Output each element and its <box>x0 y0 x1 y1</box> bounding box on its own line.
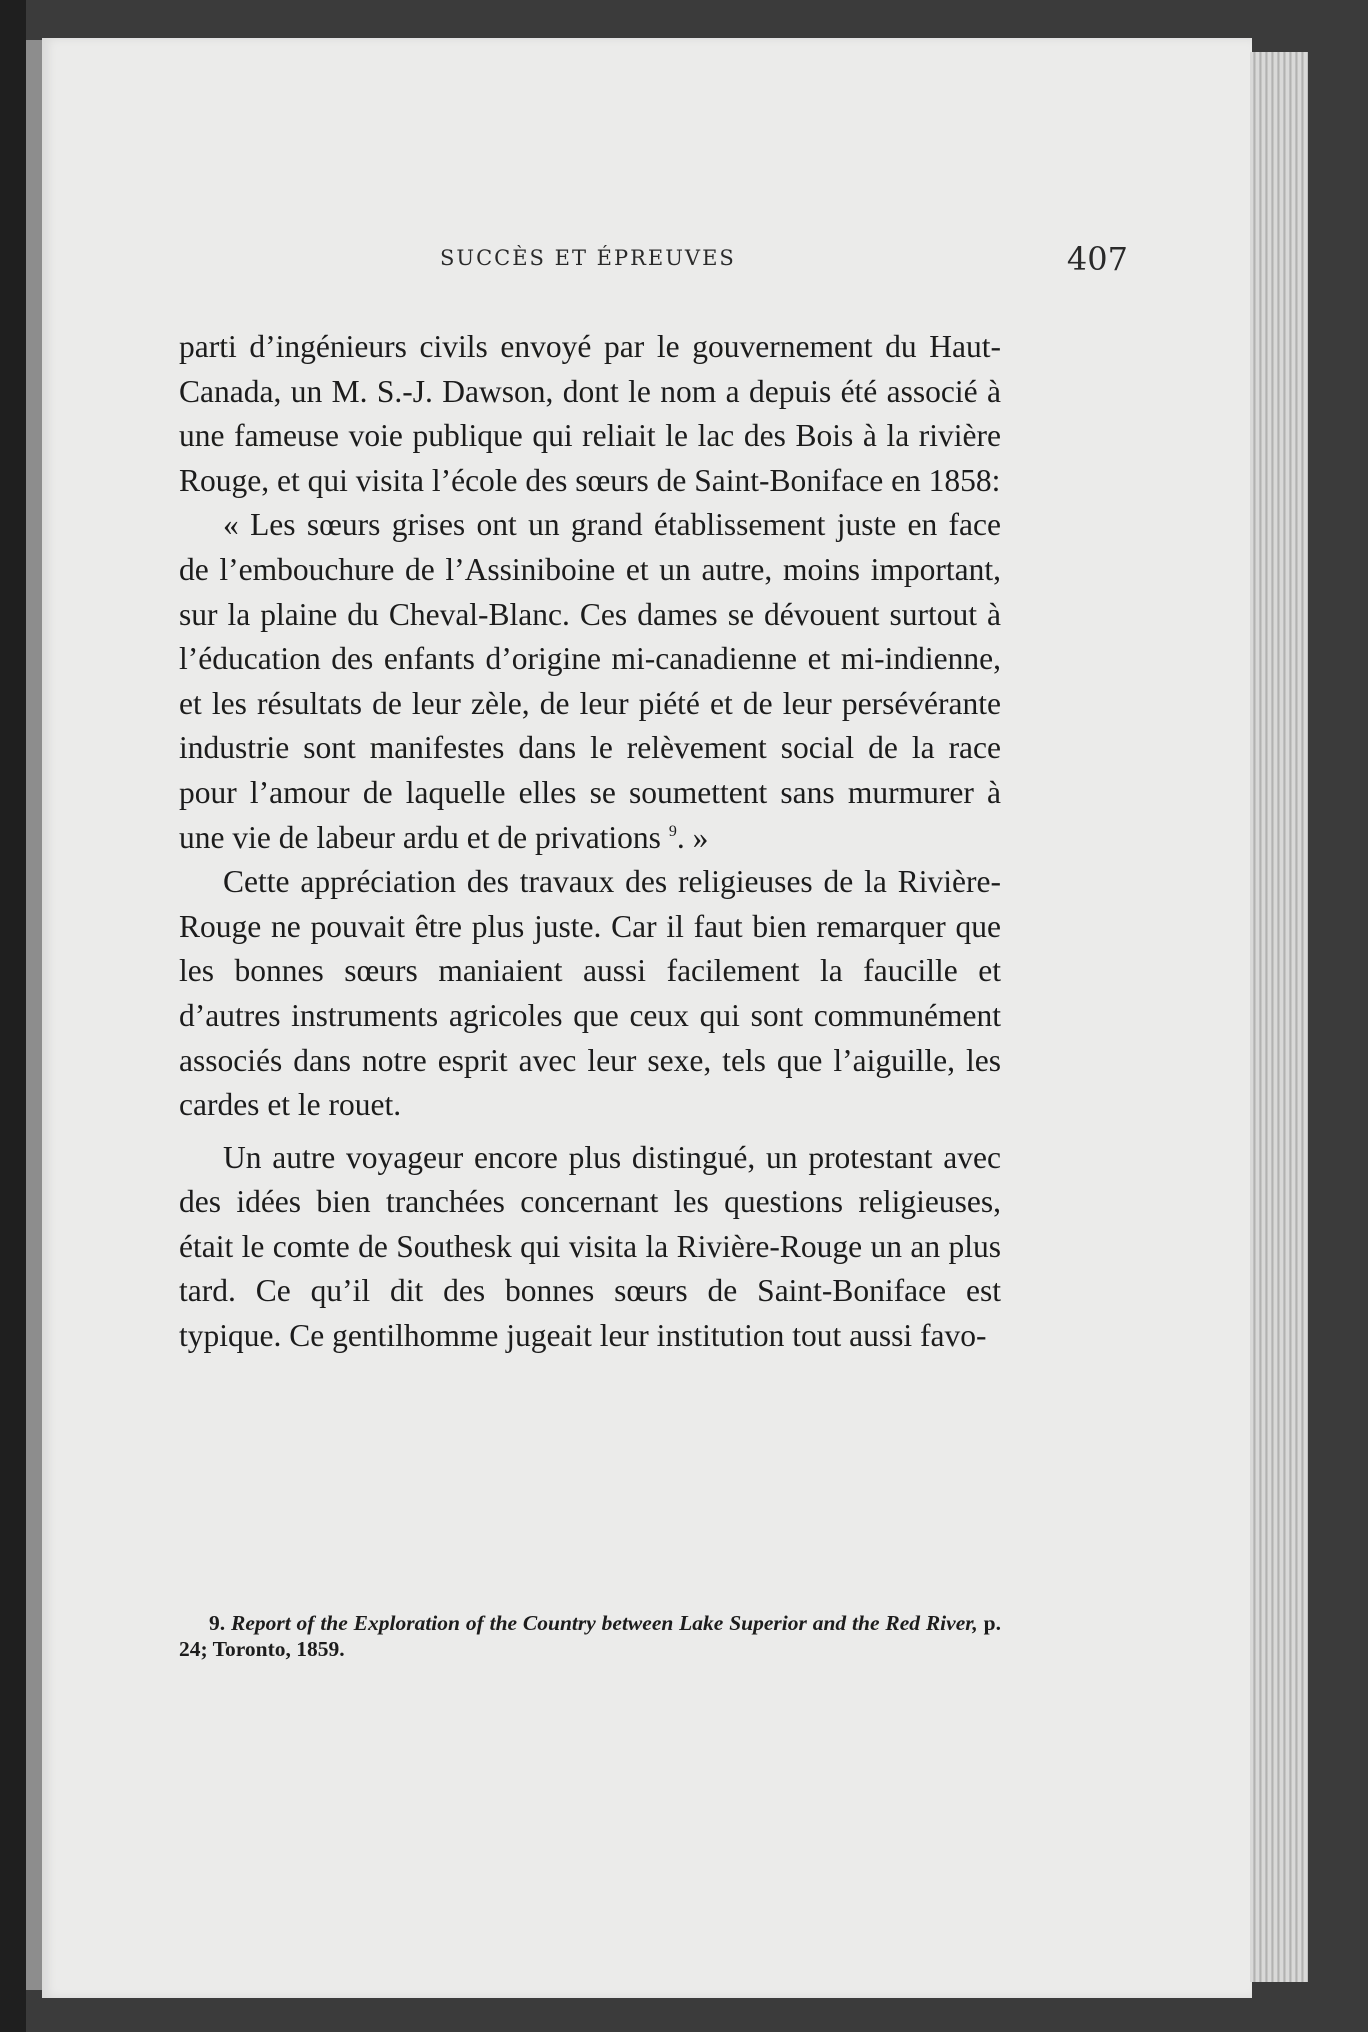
footnote-title: Report of the Exploration of the Country between Lake Superior and the Red River, <box>230 1611 978 1635</box>
paragraph: Un autre voyageur encore plus distingué, un protestant avec des idées bien tranchées concernant les questions religieuses, était le comte de Southesk qui visita la Rivière-Rouge un an plus tard. Ce qu’il dit des bonnes sœurs de Saint-Boniface est typique. Ce gentilhomme jugeait leur institution tout aussi favo- <box>179 1139 1001 1354</box>
footnote <box>179 1610 1001 1662</box>
page-number: 407 <box>1066 240 1128 278</box>
quotation-end: . » <box>676 819 709 855</box>
footnote-reference: 9 <box>668 822 677 840</box>
paragraph: parti d’ingénieurs civils envoyé par le gouvernement du Haut-Canada, un M. S.-J. Dawson, dont le nom a depuis été associé à une fameuse voie publique qui reliait le lac des Bois à la rivière Rouge, et qui visita l’école des sœurs de Saint-Boniface en 1858: <box>179 329 1001 498</box>
running-head <box>128 240 1128 280</box>
paragraph: Cette appréciation des travaux des religieuses de la Rivière-Rouge ne pouvait être plus juste. Car il faut bien remarquer que les bonnes sœurs maniaient aussi facilement la faucille et d’autres instruments agricoles que ceux qui sont communément associés dans notre esprit avec leur sexe, tels que l’aiguille, les cardes et le rouet. <box>179 864 1001 1123</box>
quotation-text: « Les sœurs grises ont un grand établissement juste en face de l’embouchure de l’Assiniboine et un autre, moins important, sur la plaine du Cheval-Blanc. Ces dames se dévouent surtout à l’éducation des enfants d’origine mi-canadienne et mi-indienne, et les résultats de leur zèle, de leur piété et de leur persévérante industrie sont manifestes dans le relèvement social de la race pour l’amour de laquelle elles se soumettent sans murmurer à une vie de labeur ardu et de privations <box>179 507 1001 855</box>
quotation-paragraph <box>179 503 1001 860</box>
body-text <box>179 325 1001 1359</box>
running-title: SUCCÈS ET ÉPREUVES <box>440 246 736 270</box>
footnote-number: 9. <box>209 1611 226 1635</box>
footnote-citation: p. 24; Toronto, 1859. <box>179 1611 1001 1661</box>
page-edges <box>1250 52 1308 1982</box>
scan-background-edge <box>0 0 26 2032</box>
